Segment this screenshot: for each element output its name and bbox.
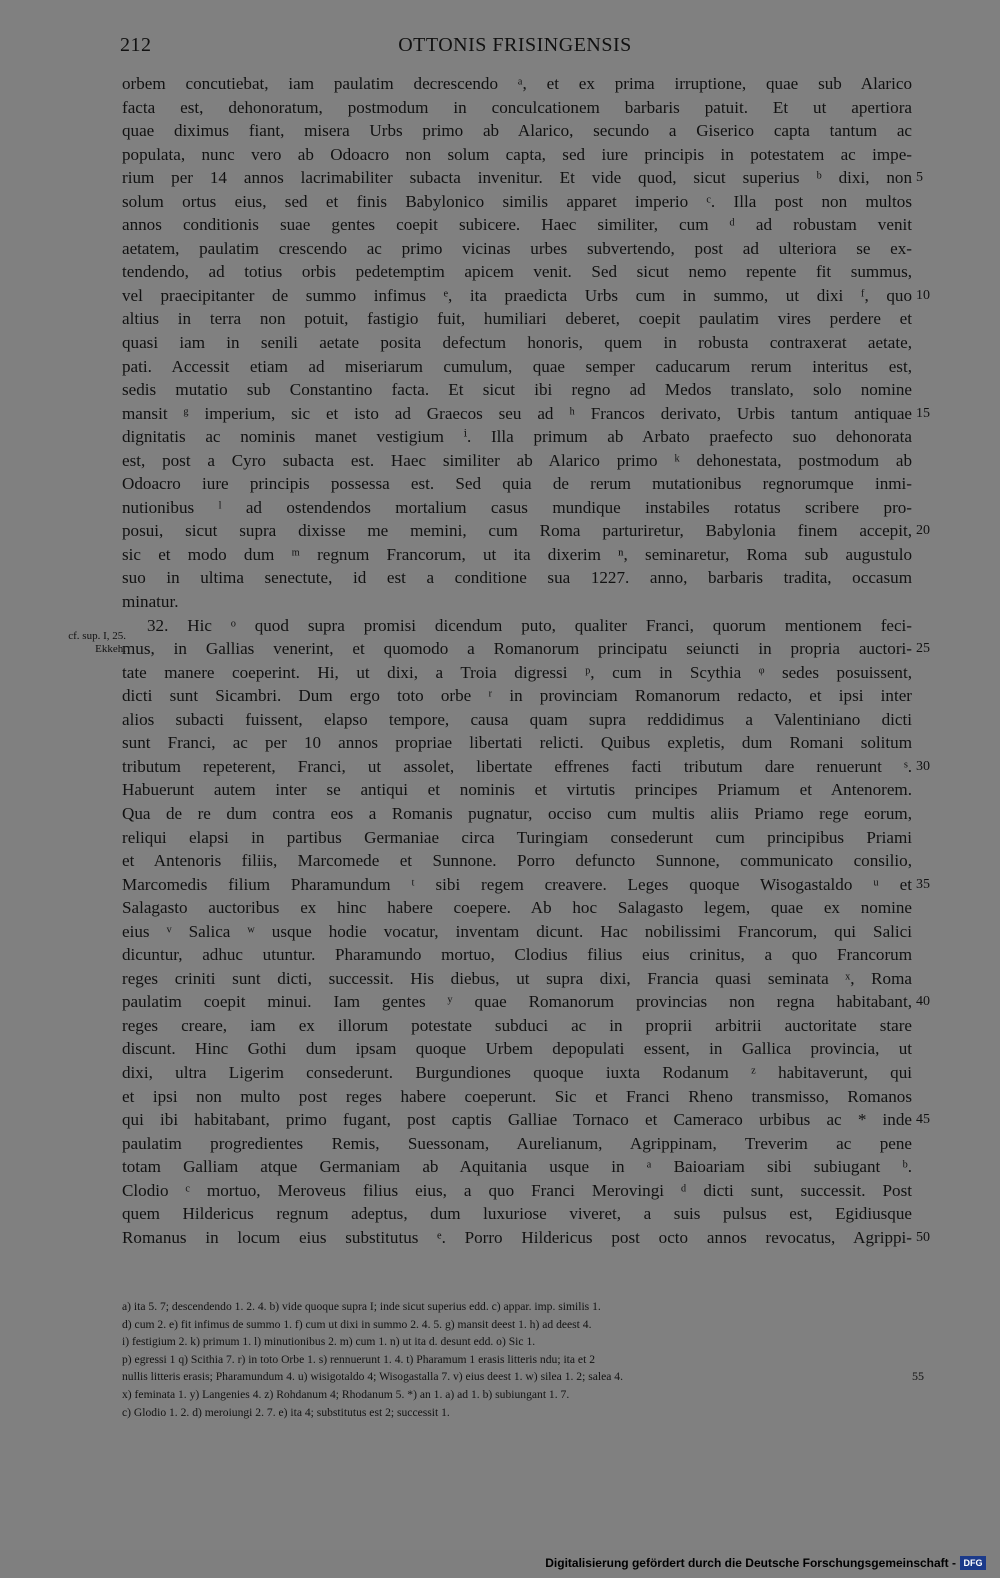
- line-text: quem Hildericus regnum adeptus, dum luxuriose viveret, a suis pulsus est, Egidiusque: [122, 1204, 912, 1224]
- line-text: aetatem, paulatim crescendo ac primo vicinas urbes subvertendo, post ad ulteriora se ex-: [122, 238, 912, 258]
- text-line: [122, 472, 912, 496]
- line-text: annos conditionis suae gentes coepit subicere. Haec similiter, cum ᵈ ad robustam venit: [122, 215, 912, 235]
- text-line: [122, 661, 912, 685]
- footnote-text: c) Glodio 1. 2. d) meroiungi 2. 7. e) ita 4; substitutus est 2; successit 1.: [122, 1405, 450, 1419]
- text-line: [122, 826, 912, 850]
- text-line: [122, 967, 912, 991]
- text-line: [122, 566, 912, 590]
- line-number: 25: [916, 641, 930, 657]
- text-line: [122, 190, 912, 214]
- line-number: 15: [916, 405, 930, 421]
- line-text: vel praecipitanter de summo infimus ᵉ, ita praedicta Urbs cum in summo, ut dixi ᶠ, quo: [122, 285, 912, 305]
- line-text: quae diximus fiant, misera Urbs primo ab Alarico, secundo a Giserico capta tantum ac: [122, 121, 912, 141]
- text-line: [122, 96, 912, 120]
- line-text: mus, in Gallias venerint, et quomodo a Romanorum principatu seiuncti in propria auctori-: [122, 639, 912, 659]
- footnote-line: [122, 1404, 912, 1422]
- line-text: Romanus in locum eius substitutus ᵉ. Porro Hildericus post octo annos revocatus, Agrippi-: [122, 1227, 912, 1247]
- line-text: suo in ultima senectute, id est a conditione sua 1227. anno, barbaris tradita, occasum: [122, 568, 912, 588]
- line-text: paulatim progredientes Remis, Suessonam, Aurelianum, Agrippinam, Treverim ac pene: [122, 1133, 912, 1153]
- text-line: [122, 873, 930, 897]
- funding-text: Digitalisierung gefördert durch die Deutsche Forschungsgemeinschaft -: [545, 1556, 956, 1570]
- line-text: tate manere coeperint. Hi, ut dixi, a Troia digressi ᵖ, cum in Scythia ᵠ sedes posuissent,: [122, 662, 912, 682]
- text-line: [122, 402, 930, 426]
- running-title: OTTONIS FRISINGENSIS: [398, 34, 632, 56]
- line-text: Marcomedis filium Pharamundum ᵗ sibi regem creavere. Leges quoque Wisogastaldo ᵘ et: [122, 874, 912, 894]
- text-line: [122, 496, 912, 520]
- footnote-text: d) cum 2. e) fit infimus de summo 1. f) cum ut dixi in summo 2. 4. 5. g) mansit deest 1. h) ad deest 4.: [122, 1317, 592, 1331]
- text-line: [122, 990, 930, 1014]
- text-line: [122, 708, 912, 732]
- dfg-logo: DFG: [960, 1556, 986, 1570]
- line-text: altius in terra non potuit, fastigio fuit, humiliari deberet, coepit paulatim vires perdere et: [122, 309, 912, 329]
- footnote-text: a) ita 5. 7; descendendo 1. 2. 4. b) vide quoque supra I; inde sicut superius edd. c) appar. imp. similis 1.: [122, 1300, 601, 1313]
- line-text: 32. Hic ᵒ quod supra promisi dicendum puto, qualiter Franci, quorum mentionem feci-: [147, 615, 912, 635]
- line-number: 20: [916, 523, 930, 539]
- text-line: [122, 920, 912, 944]
- line-text: Habuerunt autem inter se antiqui et nominis et virtutis principes Priamum et Antenorem.: [122, 780, 912, 800]
- text-line: [122, 637, 930, 661]
- line-text: mansit ᵍ imperium, sic et isto ad Graecos seu ad ʰ Francos derivato, Urbis tantum antiquae: [122, 403, 912, 423]
- margin-note: cf. sup. I, 25. Ekkeh.: [68, 630, 126, 655]
- text-line: [122, 284, 930, 308]
- footnote-line: [122, 1386, 912, 1404]
- text-line: [122, 1108, 930, 1132]
- line-text: sunt Franci, ac per 10 annos propriae libertati relicti. Quibus expletis, dum Romani solitum: [122, 733, 912, 753]
- footnote-line: [122, 1298, 912, 1316]
- line-text: populata, nunc vero ab Odoacro non solum capta, sed iure principis in potestatem ac impe-: [122, 144, 912, 164]
- text-line: [122, 166, 923, 190]
- line-text: Qua de re dum contra eos a Romanis pugnatur, occiso cum multis aliis Priamo rege eorum,: [122, 803, 912, 823]
- footnote-text: nullis litteris erasis; Pharamundum 4. u) wisigotaldo 4; Wisogastalla 7. v) eius deest 1. w) silea 1. 2; salea 4.: [122, 1370, 623, 1384]
- line-text: sedis mutatio sub Constantino facta. Et sicut ibi regno ad Medos translato, solo nomine: [122, 380, 912, 400]
- text-line: [122, 519, 930, 543]
- text-line: [122, 590, 912, 614]
- line-number: 40: [916, 994, 930, 1010]
- text-line: [122, 1155, 912, 1179]
- text-line: [122, 896, 912, 920]
- text-line: [122, 331, 912, 355]
- text-line: [122, 1037, 912, 1061]
- text-line: [122, 755, 930, 779]
- line-text: dicuntur, adhuc utuntur. Pharamundo mortuo, Clodius filius eius crinitus, a quo Francorum: [122, 945, 912, 965]
- line-text: rium per 14 annos lacrimabiliter subacta invenitur. Et vide quod, sicut superius ᵇ dixi, non: [122, 168, 912, 188]
- line-text: reges creare, iam ex illorum potestate subduci ac in proprii arbitrii auctoritate stare: [122, 1015, 912, 1035]
- text-line: [122, 237, 912, 261]
- page-header: [120, 34, 910, 64]
- text-line: [122, 143, 912, 167]
- line-text: orbem concutiebat, iam paulatim decrescendo ᵃ, et ex prima irruptione, quae sub Alarico: [122, 74, 912, 93]
- line-text: Salagasto auctoribus ex hinc habere coepere. Ab hoc Salagasto legem, quae ex nomine: [122, 898, 912, 918]
- text-line: [122, 614, 912, 638]
- line-text: paulatim coepit minui. Iam gentes ʸ quae Romanorum provincias non regna habitabant,: [122, 992, 912, 1012]
- line-text: tributum repeterent, Franci, ut assolet, libertate effrenes facti tributum dare renuerunt ˢ.: [122, 756, 912, 776]
- text-line: [122, 1085, 912, 1109]
- line-text: et ipsi non multo post reges habere coeperunt. Sic et Franci Rheno transmisso, Romanos: [122, 1086, 912, 1106]
- footnote-line: [122, 1351, 912, 1369]
- line-number: 35: [916, 876, 930, 892]
- text-line: [122, 1179, 912, 1203]
- line-text: minatur.: [122, 592, 179, 612]
- text-line: [122, 378, 912, 402]
- line-text: sic et modo dum ᵐ regnum Francorum, ut ita dixerim ⁿ, seminaretur, Roma sub augustulo: [122, 544, 912, 564]
- text-line: [122, 731, 912, 755]
- line-number: 45: [916, 1112, 930, 1128]
- line-text: reges criniti sunt dicti, successit. His diebus, ut supra dixi, Francia quasi seminata ˣ, Roma: [122, 968, 912, 988]
- footnotes: [122, 1298, 924, 1421]
- footnote-text: x) feminata 1. y) Langenies 4. z) Rohdanum 4; Rhodanum 5. *) an 1. a) ad 1. b) subiungant 1. 7.: [122, 1387, 570, 1401]
- line-number: 30: [916, 758, 930, 774]
- text-line: [122, 213, 912, 237]
- text-line: [122, 849, 912, 873]
- footnote-text: p) egressi 1 q) Scithia 7. r) in toto Orbe 1. s) rennuerunt 1. 4. t) Pharamum 1 erasis litteris ndu; ita et 2: [122, 1352, 595, 1366]
- line-text: est, post a Cyro subacta est. Haec similiter ab Alarico primo ᵏ dehonestata, postmodum ab: [122, 450, 912, 470]
- line-text: discunt. Hinc Gothi dum ipsam quoque Urbem depopulati essent, in Gallica provincia, ut: [122, 1039, 912, 1059]
- line-number: 10: [916, 287, 930, 303]
- text-line: [122, 684, 912, 708]
- text-line: [122, 260, 912, 284]
- text-line: [122, 1014, 912, 1038]
- text-line: [122, 543, 912, 567]
- line-text: facta est, dehonoratum, postmodum in conculcationem barbaris patuit. Et ut apertiora: [122, 97, 912, 117]
- line-text: eius ᵛ Salica ʷ usque hodie vocatur, inventam dicunt. Hac nobilissimi Francorum, qui Salici: [122, 921, 912, 941]
- text-line: [122, 307, 912, 331]
- footnote-text: i) festigium 2. k) primum 1. l) minutionibus 2. m) cum 1. n) ut ita d. desunt edd. o) Sic 1.: [122, 1335, 536, 1349]
- page-number: 212: [120, 34, 152, 56]
- text-line: [122, 1132, 912, 1156]
- line-text: alios subacti fuissent, elapso tempore, causa quam supra reddidimus a Valentiniano dicti: [122, 709, 912, 729]
- text-line: [122, 72, 912, 96]
- text-line: [122, 119, 912, 143]
- line-text: quasi iam in senili aetate posita defectum honoris, quem in robusta contraxerat aetate,: [122, 333, 912, 353]
- text-line: [122, 1226, 930, 1250]
- line-text: tendendo, ad totius orbis pedetemptim apicem venit. Sed sicut nemo repente fit summus,: [122, 262, 912, 282]
- text-line: [122, 1202, 912, 1226]
- line-text: totam Galliam atque Germaniam ab Aquitania usque in ᵃ Baioariam sibi subiugant ᵇ.: [122, 1157, 912, 1177]
- text-line: [122, 943, 912, 967]
- line-text: Odoacro iure principis possessa est. Sed quia de rerum mutationibus regnorumque inmi-: [122, 474, 912, 494]
- footnote-line-number: 55: [912, 1369, 924, 1384]
- line-text: solum ortus eius, sed et finis Babylonico similis apparet imperio ᶜ. Illa post non multos: [122, 191, 912, 211]
- footnote-line: [122, 1368, 924, 1386]
- text-line: [122, 449, 912, 473]
- line-text: dignitatis ac nominis manet vestigium ⁱ. Illa primum ab Arbato praefecto suo dehonorata: [122, 427, 912, 447]
- line-text: reliqui elapsi in partibus Germaniae circa Turingiam consederunt cum principibus Priami: [122, 827, 912, 847]
- line-number: 50: [916, 1229, 930, 1245]
- text-line: [122, 425, 912, 449]
- text-line: [122, 778, 912, 802]
- line-text: qui ibi habitabant, primo fugant, post captis Galliae Tornaco et Cameraco urbibus ac * inde: [122, 1110, 912, 1130]
- footnote-line: [122, 1316, 912, 1334]
- line-text: Clodio ᶜ mortuo, Meroveus filius eius, a quo Franci Merovingi ᵈ dicti sunt, successit. Post: [122, 1180, 912, 1200]
- line-text: posui, sicut supra dixisse me memini, cum Roma parturiretur, Babylonia finem accepit,: [122, 521, 912, 541]
- line-text: dixi, ultra Ligerim consederunt. Burgundiones quoque iuxta Rodanum ᶻ habitaverunt, qui: [122, 1062, 912, 1082]
- text-line: [122, 802, 912, 826]
- line-text: pati. Accessit etiam ad miseriarum cumulum, quae semper caducarum rerum interitus est,: [122, 356, 912, 376]
- body-text: [122, 72, 930, 1249]
- text-line: [122, 355, 912, 379]
- line-text: dicti sunt Sicambri. Dum ergo toto orbe ʳ in provinciam Romanorum redacto, et ipsi inter: [122, 686, 912, 706]
- line-number: 5: [916, 170, 923, 186]
- text-line: [122, 1061, 912, 1085]
- funding-bar: [0, 1550, 1000, 1578]
- line-text: nutionibus ˡ ad ostendendos mortalium casus mundique instabiles rotatus scribere pro-: [122, 497, 912, 517]
- line-text: et Antenoris filiis, Marcomede et Sunnone. Porro defuncto Sunnone, communicato consilio,: [122, 851, 912, 871]
- footnote-line: [122, 1333, 912, 1351]
